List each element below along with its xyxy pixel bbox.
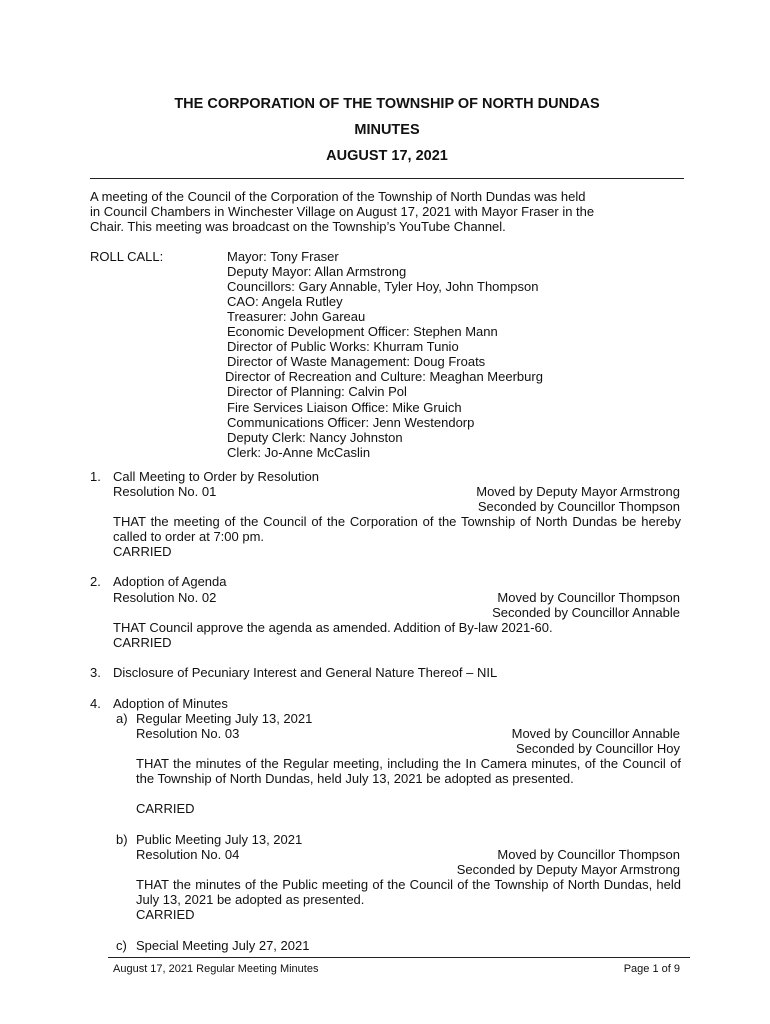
seconded-by: Seconded by Councillor Annable [492, 605, 680, 620]
footer-divider [108, 957, 690, 958]
roll-call-member: Director of Public Works: Khurram Tunio [227, 339, 459, 354]
roll-call-member: Economic Development Officer: Stephen Mann [227, 324, 498, 339]
footer-title: August 17, 2021 Regular Meeting Minutes [113, 963, 319, 975]
resolution-status: CARRIED [113, 635, 172, 650]
subitem-letter: b) [116, 832, 128, 847]
resolution-text: THAT Council approve the agenda as amended. Addition of By-law 2021-60. [113, 620, 553, 635]
resolution-number: Resolution No. 02 [113, 590, 217, 605]
roll-call-member: Director of Waste Management: Doug Froats [227, 354, 486, 369]
subitem-title: Special Meeting July 27, 2021 [136, 938, 310, 953]
roll-call-member: Director of Recreation and Culture: Meaghan Meerburg [225, 369, 543, 384]
page-number: Page 1 of 9 [623, 963, 680, 975]
resolution-number: Resolution No. 01 [113, 484, 217, 499]
resolution-text: THAT the minutes of the Public meeting of the Council of the Township of North Dundas, held July 13, 2021 be adopted as presented. [136, 877, 681, 907]
subitem-title: Regular Meeting July 13, 2021 [136, 711, 313, 726]
moved-by: Moved by Councillor Annable [511, 726, 680, 741]
seconded-by: Seconded by Deputy Mayor Armstrong [456, 862, 680, 877]
seconded-by: Seconded by Councillor Hoy [515, 741, 680, 756]
roll-call-member: Mayor: Tony Fraser [227, 249, 339, 264]
roll-call-member: Deputy Mayor: Allan Armstrong [227, 264, 407, 279]
intro-line: Chair. This meeting was broadcast on the Township’s YouTube Channel. [90, 219, 506, 234]
seconded-by: Seconded by Councillor Thompson [477, 499, 680, 514]
moved-by: Moved by Councillor Thompson [497, 590, 680, 605]
intro-line: A meeting of the Council of the Corporation of the Township of North Dundas was held [90, 189, 586, 204]
roll-call-member: Deputy Clerk: Nancy Johnston [227, 430, 403, 445]
roll-call-member: Communications Officer: Jenn Westendorp [227, 415, 475, 430]
resolution-status: CARRIED [113, 544, 172, 559]
resolution-text: THAT the meeting of the Council of the Corporation of the Township of North Dundas be hereby called to order at 7:00 pm. [113, 514, 681, 544]
item-title: Call Meeting to Order by Resolution [113, 469, 319, 484]
item-title: Adoption of Minutes [113, 696, 228, 711]
resolution-status: CARRIED [136, 801, 195, 816]
document-type: MINUTES [354, 122, 420, 138]
resolution-text: THAT the minutes of the Regular meeting, including the In Camera minutes, of the Council of the Township of North Dundas, held July 13, 2021 be adopted as presented. [136, 756, 681, 786]
meeting-date: AUGUST 17, 2021 [326, 148, 448, 164]
item-number: 1. [90, 469, 101, 484]
header-divider [90, 178, 684, 179]
subitem-letter: a) [116, 711, 128, 726]
roll-call-label: ROLL CALL: [90, 249, 164, 264]
roll-call-member: CAO: Angela Rutley [227, 294, 343, 309]
resolution-number: Resolution No. 03 [136, 726, 240, 741]
resolution-number: Resolution No. 04 [136, 847, 240, 862]
item-title: Adoption of Agenda [113, 574, 227, 589]
resolution-status: CARRIED [136, 907, 195, 922]
organization-title: THE CORPORATION OF THE TOWNSHIP OF NORTH DUNDAS [174, 96, 600, 112]
item-number: 4. [90, 696, 101, 711]
item-number: 2. [90, 574, 101, 589]
subitem-letter: c) [116, 938, 127, 953]
intro-line: in Council Chambers in Winchester Village on August 17, 2021 with Mayor Fraser in the [90, 204, 595, 219]
moved-by: Moved by Deputy Mayor Armstrong [476, 484, 680, 499]
roll-call-member: Councillors: Gary Annable, Tyler Hoy, John Thompson [227, 279, 539, 294]
moved-by: Moved by Councillor Thompson [497, 847, 680, 862]
roll-call-member: Director of Planning: Calvin Pol [227, 384, 407, 399]
roll-call-member: Treasurer: John Gareau [227, 309, 366, 324]
subitem-title: Public Meeting July 13, 2021 [136, 832, 303, 847]
roll-call-member: Clerk: Jo-Anne McCaslin [227, 445, 371, 460]
item-number: 3. [90, 665, 101, 680]
item-title: Disclosure of Pecuniary Interest and General Nature Thereof – NIL [113, 665, 498, 680]
roll-call-member: Fire Services Liaison Office: Mike Gruich [227, 400, 462, 415]
